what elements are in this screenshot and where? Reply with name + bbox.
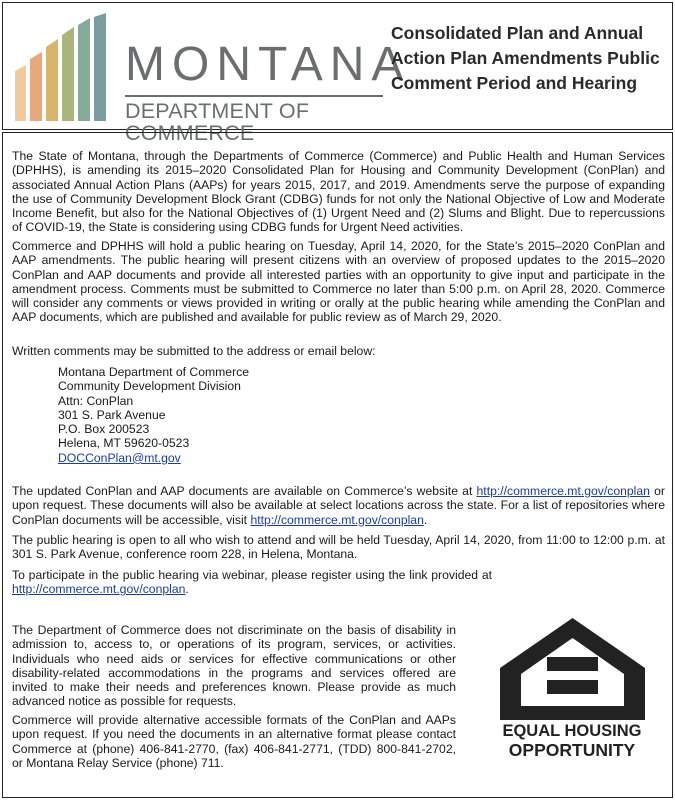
equal-housing-line-2: OPPORTUNITY <box>508 740 636 760</box>
conplan-link[interactable]: http://commerce.mt.gov/conplan <box>476 484 650 498</box>
repositories-link[interactable]: http://commerce.mt.gov/conplan <box>250 512 424 527</box>
paragraph-nondiscrimination: The Department of Commerce does not discriminate on the basis of disability in admission to, access to, or operations of its program, services, or activities. Individuals who need aids or services for effective communications or other disability-related accommodations in the programs and services offered are invited to make their needs and preferences known. Please provide as much advanced notice as possible for requests. <box>12 623 456 709</box>
title-line-2: Action Plan Amendments Public <box>391 48 660 68</box>
paragraph-accessible-formats: Commerce will provide alternative accessible formats of the ConPlan and AAPs upon request. If you need the documents in an alternative format please contact Commerce at (phone) 406-841-2770, (fax) 406-841-2771, (TDD) 800-841-2702, or Montana Relay Service (phone) 711. <box>12 713 456 770</box>
address-line: 301 S. Park Avenue <box>58 407 166 422</box>
header <box>2 2 673 145</box>
paragraph-webinar <box>12 568 492 597</box>
montana-wordmark: MONTANA <box>125 38 411 91</box>
email-link[interactable]: DOCConPlan@mt.gov <box>58 450 181 465</box>
montana-logo-icon <box>11 13 121 121</box>
paragraph-public-hearing: Commerce and DPHHS will hold a public hearing on Tuesday, April 14, 2020, for the State’s 2015–2020 ConPlan and AAP amendments. The public hearing will present citizens with an overview of proposed updates to the 2015–2020 ConPlan and AAP documents and provide all interested parties with an opportunity to give input and participate in the amendment process. Comments must be submitted to Commerce no later than 5:00 p.m. on April 28, 2020. Commerce will consider any comments or views provided in writing or orally at the public hearing while amending the ConPlan and AAP documents, which are published and available for public review as of March 29, 2020. <box>12 239 665 325</box>
text-fragment: To participate in the public hearing via webinar, please register using the link provided at <box>12 568 492 582</box>
logo-bar-6 <box>94 13 106 121</box>
paragraph-documents-available <box>12 484 665 527</box>
mailing-address <box>58 365 249 465</box>
title-line-1: Consolidated Plan and Annual <box>391 23 644 43</box>
paragraph-amendment-overview: The State of Montana, through the Departments of Commerce (Commerce) and Public Health and Human Services (DPHHS), is amending its 2015–2020 Consolidated Plan for Housing and Community Development (ConPlan) and associated Annual Action Plans (AAPs) for years 2015, 2017, and 2019. Amendments serve the purpose of expanding the use of Community Development Block Grant (CDBG) funds for not only the National Objective of Low and Moderate Income Benefit, but also for the National Objectives of (1) Urgent Need and (2) Slums and Blight. Due to repercussions of COVID-19, the State is considering using CDBG funds for Urgent Need activities. <box>12 149 665 235</box>
logo-bar-5 <box>78 18 90 121</box>
equal-housing-label <box>487 722 657 760</box>
address-line: P.O. Box 200523 <box>58 422 150 437</box>
address-line: Attn: ConPlan <box>58 393 134 408</box>
address-line: Helena, MT 59620-0523 <box>58 436 190 451</box>
text-fragment: The updated ConPlan and AAP documents are available on Commerce’s website at <box>12 484 477 498</box>
paragraph-hearing-details: The public hearing is open to all who wish to attend and will be held Tuesday, April 14, 2020, from 11:00 to 12:00 p.m. at 301 S. Park Avenue, conference room 228, in Helena, Montana. <box>12 533 665 562</box>
webinar-link[interactable]: http://commerce.mt.gov/conplan <box>12 582 186 597</box>
logo-bar-1 <box>15 65 26 121</box>
address-line: Montana Department of Commerce <box>58 365 250 379</box>
address-line: Community Development Division <box>58 379 241 394</box>
logo-bar-3 <box>46 39 58 121</box>
text-fragment: . <box>423 512 428 527</box>
text-fragment: . <box>185 582 189 597</box>
equal-housing-line-1: EQUAL HOUSING <box>502 722 642 740</box>
paragraph-written-comments: Written comments may be submitted to the address or email below: <box>12 344 376 358</box>
logo-bar-2 <box>30 52 42 121</box>
wordmark-divider <box>125 95 383 97</box>
notice-title <box>391 21 669 96</box>
department-name: DEPARTMENT OF COMMERCE <box>125 99 310 145</box>
logo-bar-4 <box>62 27 74 121</box>
title-line-3: Comment Period and Hearing <box>391 73 638 93</box>
text-fragment: or upon request. These documents will also be available at select locations across the state. For a list of repositories where ConPlan documents will be accessible, visit <box>12 484 665 527</box>
